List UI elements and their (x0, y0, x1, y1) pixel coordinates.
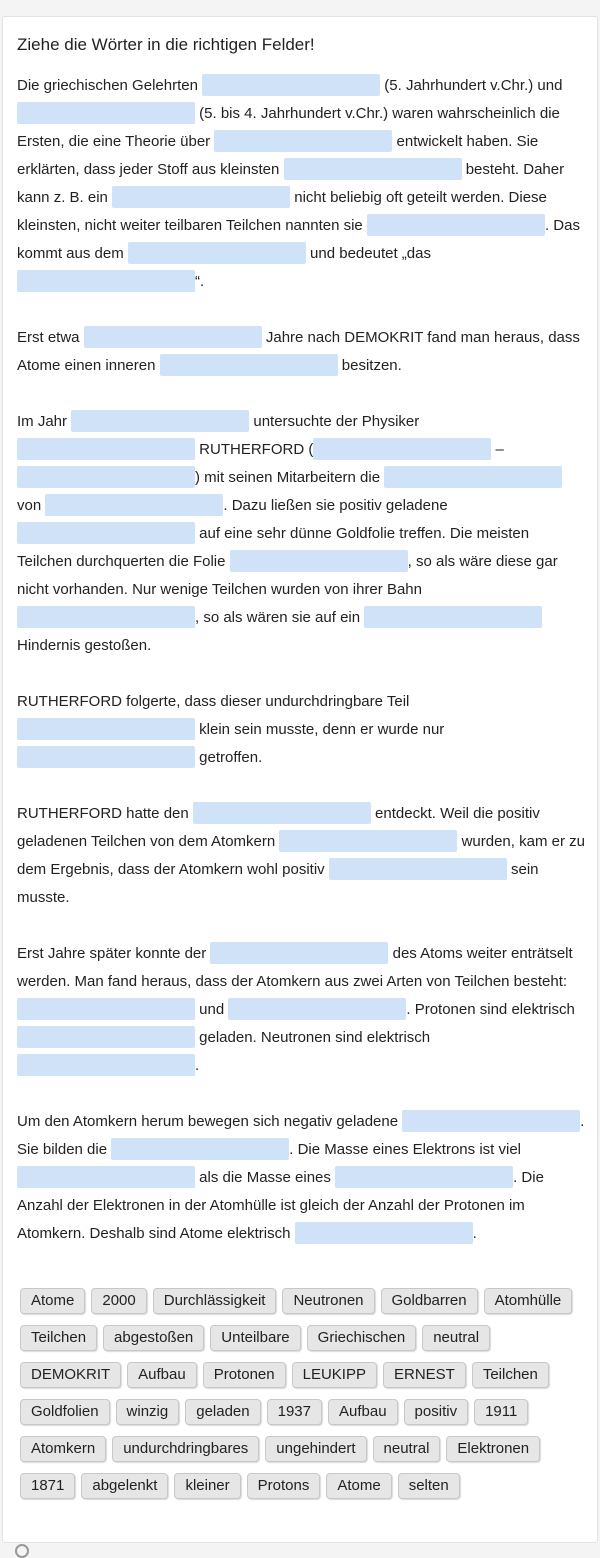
word-chip[interactable]: kleiner (174, 1473, 240, 1499)
text-segment: untersuchte der Physiker (249, 413, 420, 430)
text-segment: des Atoms weiter enträtselt werden. Man fand heraus, dass der Atomkern aus zwei Arten von Teilchen besteht: (17, 945, 573, 990)
word-chip[interactable]: DEMOKRIT (20, 1362, 121, 1388)
drop-zone[interactable] (128, 242, 306, 264)
word-chip[interactable]: Aufbau (328, 1399, 398, 1425)
word-chip[interactable]: Goldbarren (381, 1288, 478, 1314)
text-segment: RUTHERFORD ( (195, 441, 314, 458)
text-segment: . Das kommt aus dem (17, 217, 580, 262)
paragraph (17, 800, 587, 912)
drop-zone[interactable] (367, 214, 545, 236)
drop-zone[interactable] (84, 326, 262, 348)
word-chip[interactable]: Atomhülle (484, 1288, 573, 1314)
drop-zone[interactable] (295, 1222, 473, 1244)
drop-zone[interactable] (17, 998, 195, 1020)
word-chip[interactable]: Elektronen (446, 1436, 540, 1462)
word-chip[interactable]: LEUKIPP (292, 1362, 377, 1388)
text-segment: besitzen. (337, 357, 402, 374)
text-segment: und (195, 1001, 229, 1018)
word-chip[interactable]: abgestoßen (103, 1325, 204, 1351)
text-segment: (5. bis 4. Jahrhundert v.Chr.) waren wahrscheinlich die Ersten, die eine Theorie über (17, 105, 560, 150)
drop-zone[interactable] (279, 830, 457, 852)
word-chip[interactable]: geladen (185, 1399, 260, 1425)
word-chip[interactable]: Protonen (203, 1362, 286, 1388)
word-chip[interactable]: positiv (404, 1399, 469, 1425)
text-segment: besteht. Daher kann z. B. ein (17, 161, 565, 206)
drop-zone[interactable] (214, 130, 392, 152)
word-chip[interactable]: Atome (20, 1288, 85, 1314)
text-segment: (5. Jahrhundert v.Chr.) und (380, 77, 563, 94)
word-chip[interactable]: Teilchen (20, 1325, 97, 1351)
word-chip[interactable]: ERNEST (383, 1362, 466, 1388)
drop-zone[interactable] (17, 466, 195, 488)
word-chip[interactable]: neutral (373, 1436, 441, 1462)
drop-zone[interactable] (17, 438, 195, 460)
word-chip[interactable]: Neutronen (282, 1288, 374, 1314)
text-segment: . Protonen sind elektrisch (406, 1001, 575, 1018)
word-chip[interactable]: winzig (116, 1399, 180, 1425)
text-segment: getroffen. (195, 749, 263, 766)
drop-zone[interactable] (17, 1054, 195, 1076)
text-segment: wurden, kam er zu dem Ergebnis, dass der Atomkern wohl positiv (17, 833, 585, 878)
word-chip[interactable]: abgelenkt (81, 1473, 168, 1499)
text-segment: von (17, 497, 46, 514)
drop-zone[interactable] (160, 354, 338, 376)
paragraph (17, 408, 587, 660)
text-segment: Erst Jahre später konnte der (17, 945, 211, 962)
drop-zone[interactable] (402, 1110, 580, 1132)
text-segment: klein sein musste, denn er wurde nur (195, 721, 445, 738)
drop-zone[interactable] (71, 410, 249, 432)
text-segment: als die Masse eines (195, 1169, 336, 1186)
drop-zone[interactable] (17, 718, 195, 740)
word-chip[interactable]: Atome (326, 1473, 391, 1499)
word-chip[interactable]: Atomkern (20, 1436, 106, 1462)
drop-zone[interactable] (364, 606, 542, 628)
drop-zone[interactable] (193, 802, 371, 824)
word-chip[interactable]: 1911 (474, 1399, 528, 1425)
word-chip[interactable]: Durchlässigkeit (153, 1288, 277, 1314)
word-chip[interactable]: Griechischen (307, 1325, 417, 1351)
text-segment: entwickelt haben. Sie erklärten, dass jeder Stoff aus kleinsten (17, 133, 539, 178)
word-chip[interactable]: selten (398, 1473, 460, 1499)
word-chip[interactable]: Teilchen (472, 1362, 549, 1388)
text-segment: . Sie bilden die (17, 1113, 585, 1158)
text-segment: Im Jahr (17, 413, 72, 430)
word-chip[interactable]: Unteilbare (210, 1325, 300, 1351)
drop-zone[interactable] (284, 158, 462, 180)
drop-zone[interactable] (329, 858, 507, 880)
word-chip[interactable]: neutral (422, 1325, 490, 1351)
drop-zone[interactable] (17, 102, 195, 124)
word-chip[interactable]: 1937 (267, 1399, 322, 1425)
drop-zone[interactable] (384, 466, 562, 488)
word-bank (20, 1288, 586, 1510)
text-segment: . Die Anzahl der Elektronen in der Atomhülle ist gleich der Anzahl der Protonen im Atomkern. Deshalb sind Atome elektrisch (17, 1169, 544, 1242)
text-segment: Jahre nach DEMOKRIT fand man heraus, dass Atome einen inneren (17, 329, 580, 374)
text-segment: RUTHERFORD hatte den (17, 805, 193, 822)
text-segment: . Dazu ließen sie positiv geladene (223, 497, 448, 514)
circle-icon[interactable] (15, 1544, 29, 1558)
drop-zone[interactable] (210, 942, 388, 964)
text-segment: auf eine sehr dünne Goldfolie treffen. Die meisten Teilchen durchquerten die Folie (17, 525, 530, 570)
text-segment: Hindernis gestoßen. (17, 637, 152, 654)
word-chip[interactable]: Goldfolien (20, 1399, 110, 1425)
text-segment: – (491, 441, 504, 458)
drop-zone[interactable] (17, 1026, 195, 1048)
word-chip[interactable]: undurchdringbares (112, 1436, 259, 1462)
drop-zone[interactable] (111, 1138, 289, 1160)
text-segment: . Die Masse eines Elektrons ist viel (289, 1141, 521, 1158)
paragraph (17, 940, 587, 1080)
drop-zone[interactable] (202, 74, 380, 96)
text-segment: , so als wären sie auf ein (195, 609, 365, 626)
text-segment: Die griechischen Gelehrten (17, 77, 203, 94)
drop-zone[interactable] (335, 1166, 513, 1188)
drop-zone[interactable] (313, 438, 491, 460)
text-segment: RUTHERFORD folgerte, dass dieser undurchdringbare Teil (17, 693, 410, 710)
text-segment: Erst etwa (17, 329, 84, 346)
word-chip[interactable]: Protons (247, 1473, 321, 1499)
text-segment: geladen. Neutronen sind elektrisch (195, 1029, 431, 1046)
word-chip[interactable]: 2000 (91, 1288, 146, 1314)
text-segment: nicht beliebig oft geteilt werden. Diese kleinsten, nicht weiter teilbaren Teilchen nannten sie (17, 189, 547, 234)
drop-zone[interactable] (228, 998, 406, 1020)
drop-zone[interactable] (17, 746, 195, 768)
text-segment: Um den Atomkern herum bewegen sich negativ geladene (17, 1113, 403, 1130)
paragraph (17, 688, 587, 772)
text-segment: . (472, 1225, 477, 1242)
word-chip[interactable]: 1871 (20, 1473, 75, 1499)
drop-zone[interactable] (230, 550, 408, 572)
drop-zone[interactable] (45, 494, 223, 516)
paragraph (17, 1108, 587, 1248)
drop-zone[interactable] (17, 522, 195, 544)
word-chip[interactable]: Aufbau (127, 1362, 197, 1388)
drop-zone[interactable] (17, 1166, 195, 1188)
text-segment: . (195, 1057, 200, 1074)
word-chip[interactable]: ungehindert (265, 1436, 366, 1462)
text-segment: ) mit seinen Mitarbeitern die (195, 469, 385, 486)
text-segment: und bedeutet „das (305, 245, 431, 262)
cloze-text (17, 72, 587, 1276)
text-segment: , so als wäre diese gar nicht vorhanden. Nur wenige Teilchen wurden von ihrer Bahn (17, 553, 558, 598)
paragraph (17, 72, 587, 296)
drop-zone[interactable] (17, 270, 195, 292)
text-segment: “. (195, 273, 205, 290)
drop-zone[interactable] (17, 606, 195, 628)
exercise-title: Ziehe die Wörter in die richtigen Felder! (17, 35, 315, 54)
text-segment: entdeckt. Weil die positiv geladenen Teilchen von dem Atomkern (17, 805, 540, 850)
drop-zone[interactable] (112, 186, 290, 208)
paragraph (17, 324, 587, 380)
text-segment: sein musste. (17, 861, 539, 906)
